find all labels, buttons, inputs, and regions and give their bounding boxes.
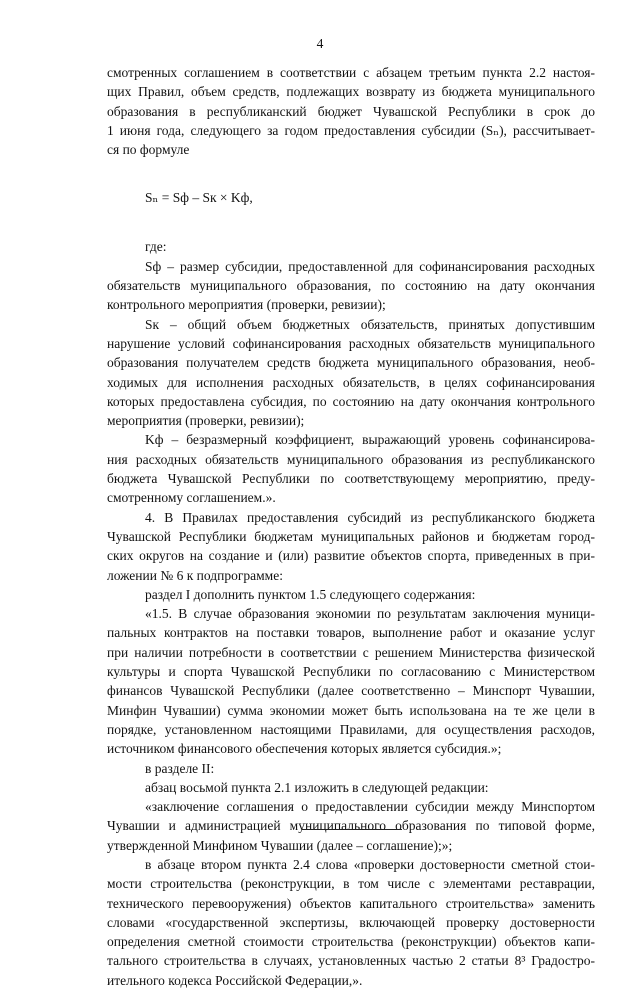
text-line: определения сметной стоимости строительства (реконструкции) объектов капи- [107,934,595,950]
text-line: нарушение условий софинансирования расходных обязательств муниципального [107,335,595,351]
text-line: ходимых для исполнения расходных обязательств, в целях софинансирования [107,374,595,390]
text-line: щих Правил, объем средств, подлежащих возврату из бюджета муниципального [107,84,595,100]
text-line: культуры и спорта Чувашской Республики по согласованию с Министерством [107,664,595,680]
text-line: ительного кодекса Российской Федерации,». [107,972,363,988]
text-line: ся по формуле [107,142,190,158]
text-line: образования в республиканский бюджет Чувашской Республики в срок до [107,103,595,119]
text-line: Kф – безразмерный коэффициент, выражающий уровень софинансирова- [145,432,595,448]
text-line: словами «государственной экспертизы, включающей проверку достоверности [107,914,595,930]
text-line: финансов Чувашской Республики (далее соответственно – Минспорт Чувашии, [107,683,595,699]
text-line: образования получателем средств бюджета муниципального образования, необ- [107,355,595,371]
text-line: которых предоставлена субсидия, по состоянию на дату окончания контрольного [107,393,595,409]
text-line: в разделе II: [145,760,215,776]
text-line: мероприятия (проверки, ревизии); [107,413,305,429]
text-line: 4. В Правилах предоставления субсидий из республиканского бюджета [145,509,595,525]
text-line: мости строительства (реконструкции, в том числе с элементами реставрации, [107,876,595,892]
text-line: абзац восьмой пункта 2.1 изложить в следующей редакции: [145,779,489,795]
text-line: тального строительства в случаях, установленных частью 2 статьи 8³ Градостро- [107,953,595,969]
text-line: ложении № 6 к подпрограмме: [107,567,283,583]
text-line: Минфин Чувашии) сумма экономии может быть использована на те же цели в [107,702,595,718]
text-line: 1 июня года, следующего за годом предоставления субсидии (Sₙ), рассчитывает- [107,122,595,138]
text-line: где: [145,239,167,255]
text-line: смотренных соглашением в соответствии с абзацем третьим пункта 2.2 настоя- [107,65,595,80]
text-line: технического перевооружения) объектов капитального строительства» заменить [107,895,595,911]
text-line: контрольного мероприятия (проверки, ревизии); [107,297,386,313]
text-line: «заключение соглашения о предоставлении субсидии между Минспортом [145,799,595,815]
text-line: Чувашии и администрацией муниципального образования по типовой форме, [107,818,595,834]
text-line: бюджета Чувашской Республики по соответствующему мероприятию, преду- [107,471,595,487]
page-number: 4 [316,36,324,51]
text-line: порядке, установленном настоящими Правилами, для осуществления расходов, [107,721,595,737]
text-line: при наличии потребности в соответствии с решением Министерства физической [107,644,595,660]
text-line: раздел I дополнить пунктом 1.5 следующего содержания: [145,586,476,602]
text-line: пальных контрактов на поставки товаров, выполнение работ и оказание услуг [107,625,595,641]
document-body [107,63,595,990]
text-line: обязательств муниципального образования, по состоянию на дату окончания [107,278,595,294]
end-separator-line [302,829,402,830]
spacer [107,159,595,183]
text-line: ских округов на создание и (или) развитие объектов спорта, приведенных в при- [107,548,595,564]
text-line: в абзаце втором пункта 2.4 слова «проверки достоверности сметной стои- [145,856,595,872]
text-line: утвержденной Минфином Чувашии (далее – соглашение);»; [107,837,453,853]
text-line: ния расходных обязательств муниципального образования из республиканского [107,451,595,467]
spacer [107,213,595,237]
text-line: источником финансового обеспечения которых является субсидия.»; [107,741,502,757]
text-line: Sк – общий объем бюджетных обязательств, принятых допустившим [145,316,595,332]
formula: Sₙ = Sф – Sк × Kф, [145,190,253,206]
text-line: Чувашской Республики бюджетам муниципальных районов и бюджетам город- [107,528,595,544]
text-line: «1.5. В случае образования экономии по результатам заключения муници- [145,606,595,622]
text-line: смотренному соглашением.». [107,490,276,506]
text-line: Sф – размер субсидии, предоставленной для софинансирования расходных [145,258,595,274]
